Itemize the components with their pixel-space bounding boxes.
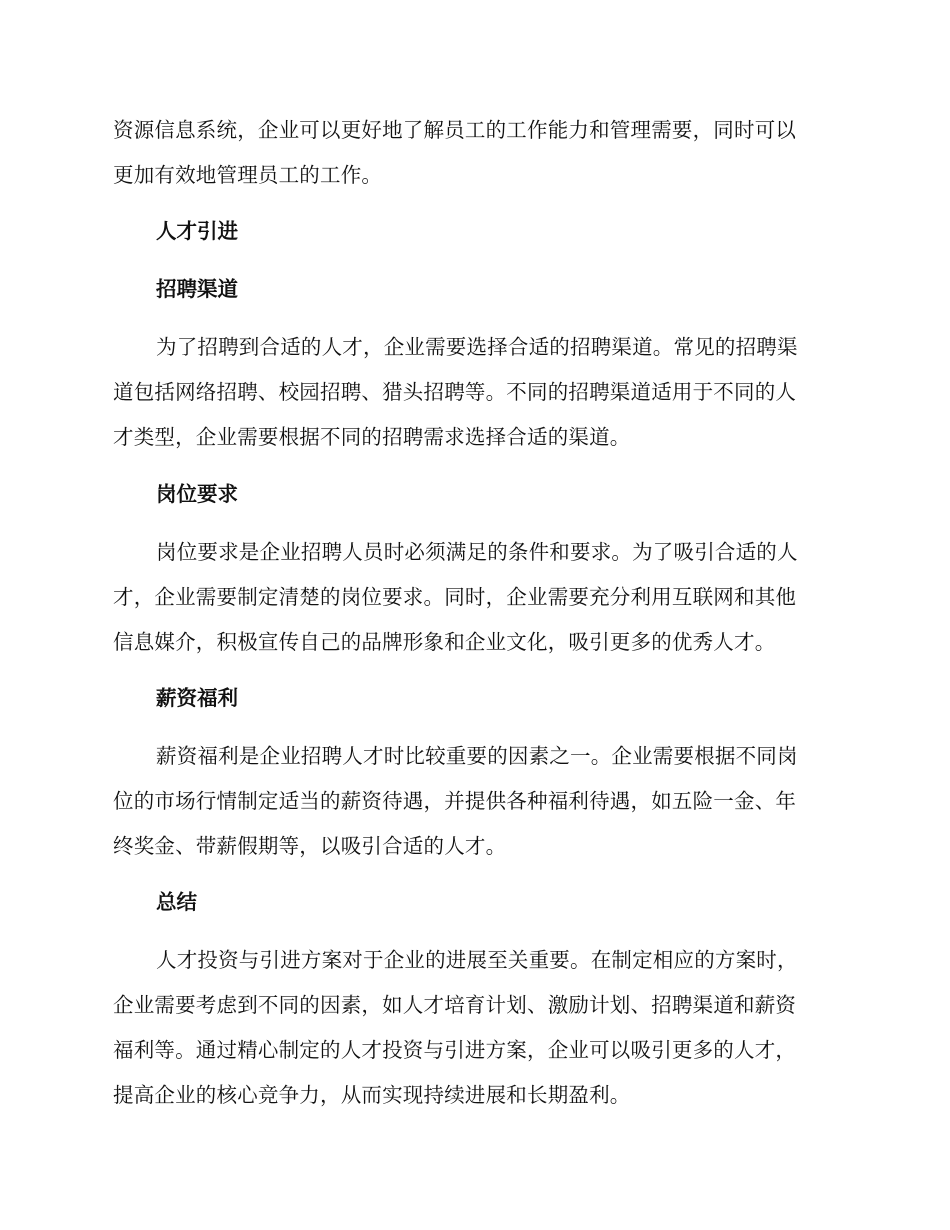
paragraph-line: 岗位要求是企业招聘人员时必须满足的条件和要求。为了吸引合适的人 <box>156 540 798 564</box>
intro-paragraph <box>113 108 837 198</box>
paragraph-line: 为了招聘到合适的人才，企业需要选择合适的招聘渠道。常见的招聘渠 <box>156 335 798 359</box>
paragraph-line: 福利等。通过精心制定的人才投资与引进方案，企业可以吸引更多的人才， <box>113 1038 797 1062</box>
heading-salary-benefits: 薪资福利 <box>156 686 238 710</box>
paragraph-line: 企业需要考虑到不同的因素，如人才培育计划、激励计划、招聘渠道和薪资 <box>113 993 797 1017</box>
paragraph-recruitment-channels <box>113 325 837 460</box>
paragraph-line: 道包括网络招聘、校园招聘、猎头招聘等。不同的招聘渠道适用于不同的人 <box>113 380 797 404</box>
heading-job-requirements: 岗位要求 <box>156 482 238 506</box>
paragraph-job-requirements <box>113 530 837 665</box>
heading-summary: 总结 <box>156 890 197 914</box>
paragraph-summary <box>113 938 837 1118</box>
paragraph-line: 信息媒介，积极宣传自己的品牌形象和企业文化，吸引更多的优秀人才。 <box>113 630 776 654</box>
paragraph-line: 人才投资与引进方案对于企业的进展至关重要。在制定相应的方案时， <box>156 948 798 972</box>
paragraph-line: 位的市场行情制定适当的薪资待遇，并提供各种福利待遇，如五险一金、年 <box>113 789 797 813</box>
paragraph-line: 才类型，企业需要根据不同的招聘需求选择合适的渠道。 <box>113 425 631 449</box>
paragraph-line: 终奖金、带薪假期等，以吸引合适的人才。 <box>113 834 507 858</box>
heading-recruitment-channels: 招聘渠道 <box>156 277 238 301</box>
section-title: 人才引进 <box>156 219 238 243</box>
intro-line-2: 更加有效地管理员工的工作。 <box>113 163 383 187</box>
paragraph-salary-benefits <box>113 734 837 869</box>
paragraph-line: 薪资福利是企业招聘人才时比较重要的因素之一。企业需要根据不同岗 <box>156 744 798 768</box>
intro-line-1: 资源信息系统，企业可以更好地了解员工的工作能力和管理需要，同时可以 <box>113 118 797 142</box>
paragraph-line: 才，企业需要制定清楚的岗位要求。同时，企业需要充分利用互联网和其他 <box>113 585 797 609</box>
paragraph-line: 提高企业的核心竞争力，从而实现持续进展和长期盈利。 <box>113 1083 631 1107</box>
